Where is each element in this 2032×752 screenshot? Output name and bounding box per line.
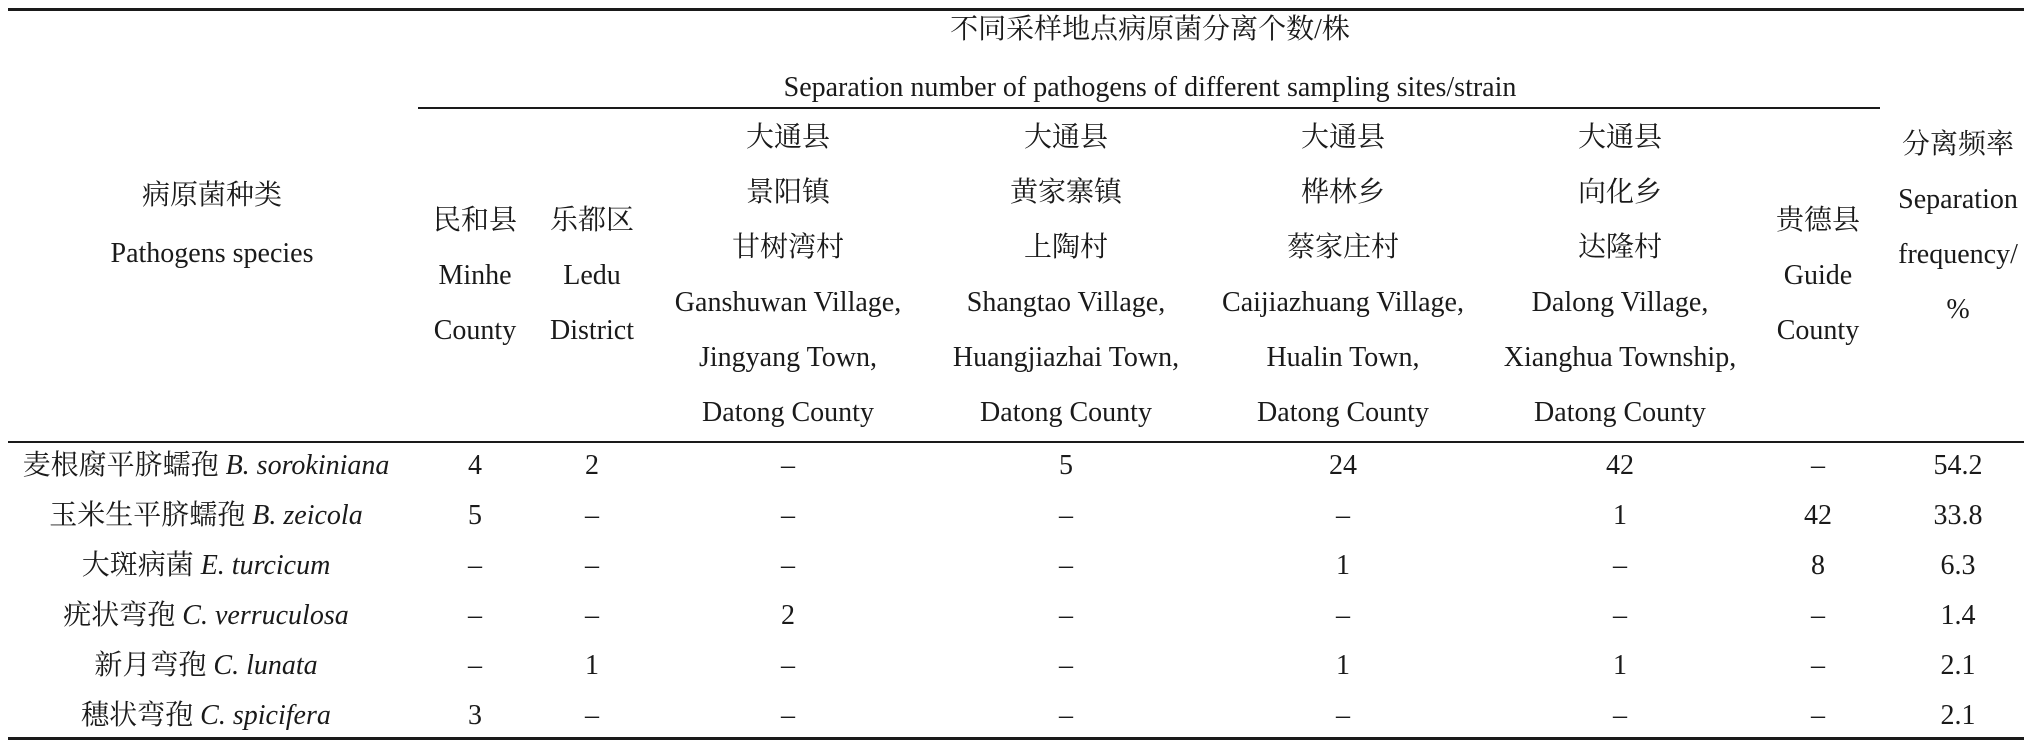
species-name-scientific: E. turcicum bbox=[200, 550, 331, 581]
col-header-line: Datong County bbox=[1534, 397, 1706, 428]
species-name-zh: 大斑病菌 bbox=[81, 550, 194, 581]
table-cell: – bbox=[1059, 500, 1073, 531]
table-cell: – bbox=[468, 600, 482, 631]
table-cell: – bbox=[1811, 450, 1825, 481]
col-header-line: 上陶村 bbox=[1023, 232, 1109, 263]
col-header-dalong bbox=[1504, 110, 1736, 440]
table-cell: – bbox=[1613, 600, 1627, 631]
table-cell: 1 bbox=[585, 650, 599, 681]
col-header-line: 贵德县 bbox=[1775, 205, 1861, 236]
table-cell: – bbox=[1336, 500, 1350, 531]
table-cell: – bbox=[781, 450, 795, 481]
col-header-line: 桦林乡 bbox=[1300, 177, 1386, 208]
table-cell: 5 bbox=[468, 500, 482, 531]
col-header-line: 蔡家庄村 bbox=[1286, 232, 1400, 263]
table-cell: 2 bbox=[585, 450, 599, 481]
table-cell: 2.1 bbox=[1940, 700, 1976, 731]
col-header-line: County bbox=[1776, 315, 1860, 346]
col-header-line: Dalong Village, bbox=[1531, 287, 1709, 318]
row-header-zh: 病原菌种类 bbox=[141, 180, 283, 211]
col-header-shangtao bbox=[953, 110, 1179, 440]
col-header-line: Shangtao Village, bbox=[966, 287, 1166, 318]
table-cell: – bbox=[468, 550, 482, 581]
col-header-line: Guide bbox=[1783, 260, 1853, 291]
row-label bbox=[0, 550, 412, 582]
table-cell: 8 bbox=[1811, 550, 1825, 581]
table-cell: 42 bbox=[1606, 450, 1634, 481]
table-cell: – bbox=[1336, 600, 1350, 631]
table-cell: – bbox=[1613, 700, 1627, 731]
table-cell: – bbox=[1336, 700, 1350, 731]
col-header-frequency bbox=[1898, 117, 2018, 337]
col-header-line: % bbox=[1946, 294, 1970, 325]
table-cell: – bbox=[781, 500, 795, 531]
top-rule bbox=[8, 8, 2024, 11]
col-header-line: 大通县 bbox=[745, 122, 831, 153]
table-cell: – bbox=[1059, 650, 1073, 681]
row-label bbox=[0, 700, 412, 732]
table-cell: – bbox=[585, 700, 599, 731]
table-cell: 6.3 bbox=[1940, 550, 1976, 581]
table-cell: 2 bbox=[781, 600, 795, 631]
table-cell: – bbox=[1059, 600, 1073, 631]
species-name-scientific: C. lunata bbox=[213, 650, 318, 681]
col-header-line: Datong County bbox=[1257, 397, 1429, 428]
table-cell: – bbox=[781, 550, 795, 581]
table-cell: 42 bbox=[1804, 500, 1832, 531]
species-name-scientific: B. sorokiniana bbox=[225, 450, 390, 481]
table-cell: – bbox=[585, 550, 599, 581]
table-cell: 4 bbox=[468, 450, 482, 481]
table-cell: 1 bbox=[1336, 550, 1350, 581]
col-header-line: Jingyang Town, bbox=[699, 342, 877, 373]
col-header-line: Huangjiazhai Town, bbox=[952, 342, 1180, 373]
group-title-zh: 不同采样地点病原菌分离个数/株 bbox=[950, 14, 1350, 45]
table-cell: 3 bbox=[468, 700, 482, 731]
table-cell: – bbox=[585, 500, 599, 531]
species-name-zh: 疣状弯孢 bbox=[63, 600, 176, 631]
table-cell: 2.1 bbox=[1940, 650, 1976, 681]
table-cell: 33.8 bbox=[1933, 500, 1983, 531]
col-header-line: Ganshuwan Village, bbox=[674, 287, 902, 318]
table-cell: – bbox=[585, 600, 599, 631]
col-header-line: Xianghua Township, bbox=[1503, 342, 1737, 373]
header-bottom-rule bbox=[8, 441, 2024, 443]
table-cell: 24 bbox=[1329, 450, 1357, 481]
col-header-line: frequency/ bbox=[1898, 239, 2018, 270]
table-cell: 54.2 bbox=[1933, 450, 1983, 481]
group-rule bbox=[418, 107, 1880, 109]
col-header-line: Minhe bbox=[438, 260, 512, 291]
col-header-ganshuwan bbox=[675, 110, 901, 440]
col-header-line: Datong County bbox=[980, 397, 1152, 428]
species-name-zh: 玉米生平脐蠕孢 bbox=[49, 500, 246, 531]
col-header-line: 黄家寨镇 bbox=[1009, 177, 1123, 208]
species-name-zh: 穗状弯孢 bbox=[81, 700, 194, 731]
col-header-caijiazhuang bbox=[1222, 110, 1464, 440]
table-cell: 1 bbox=[1336, 650, 1350, 681]
col-header-line: 大通县 bbox=[1577, 122, 1662, 153]
col-header-line: Ledu bbox=[563, 260, 621, 291]
col-header-line: 民和县 bbox=[432, 205, 518, 236]
col-header-line: District bbox=[549, 315, 634, 346]
table-cell: – bbox=[1613, 550, 1627, 581]
col-header-line: County bbox=[433, 315, 517, 346]
row-label bbox=[0, 450, 412, 482]
table-cell: 1 bbox=[1613, 650, 1627, 681]
group-title-en: Separation number of pathogens of different sampling sites/strain bbox=[783, 72, 1517, 103]
col-header-line: 大通县 bbox=[1023, 122, 1109, 153]
row-label bbox=[0, 650, 412, 682]
table-cell: – bbox=[1811, 700, 1825, 731]
col-header-line: 向化乡 bbox=[1577, 177, 1662, 208]
col-header-line: 甘树湾村 bbox=[731, 232, 845, 263]
col-header-line: Datong County bbox=[702, 397, 874, 428]
table-cell: – bbox=[1059, 700, 1073, 731]
species-name-scientific: B. zeicola bbox=[252, 500, 363, 531]
row-label bbox=[0, 600, 412, 632]
bottom-rule bbox=[8, 737, 2024, 740]
table-cell: – bbox=[781, 650, 795, 681]
col-header-line: Hualin Town, bbox=[1266, 342, 1420, 373]
col-header-line: 景阳镇 bbox=[745, 177, 831, 208]
table-cell: – bbox=[1811, 600, 1825, 631]
species-name-scientific: C. spicifera bbox=[200, 700, 331, 731]
row-header-en: Pathogens species bbox=[110, 238, 314, 269]
col-header-ledu bbox=[550, 193, 634, 358]
table-cell: – bbox=[1811, 650, 1825, 681]
row-label bbox=[0, 500, 412, 532]
col-header-line: 分离频率 bbox=[1901, 129, 2014, 160]
col-header-line: 乐都区 bbox=[549, 205, 635, 236]
species-name-scientific: C. verruculosa bbox=[182, 600, 349, 631]
species-name-zh: 新月弯孢 bbox=[94, 650, 207, 681]
col-header-line: Caijiazhuang Village, bbox=[1222, 287, 1464, 318]
species-name-zh: 麦根腐平脐蠕孢 bbox=[22, 450, 219, 481]
col-header-line: 达隆村 bbox=[1577, 232, 1662, 263]
col-header-guide bbox=[1776, 193, 1860, 358]
table-cell: – bbox=[468, 650, 482, 681]
col-header-line: Separation bbox=[1898, 184, 2018, 215]
table-cell: 1.4 bbox=[1940, 600, 1976, 631]
table-cell: – bbox=[781, 700, 795, 731]
col-header-minhe bbox=[433, 193, 517, 358]
table-cell: 1 bbox=[1613, 500, 1627, 531]
table-cell: 5 bbox=[1059, 450, 1073, 481]
table-cell: – bbox=[1059, 550, 1073, 581]
col-header-line: 大通县 bbox=[1300, 122, 1386, 153]
